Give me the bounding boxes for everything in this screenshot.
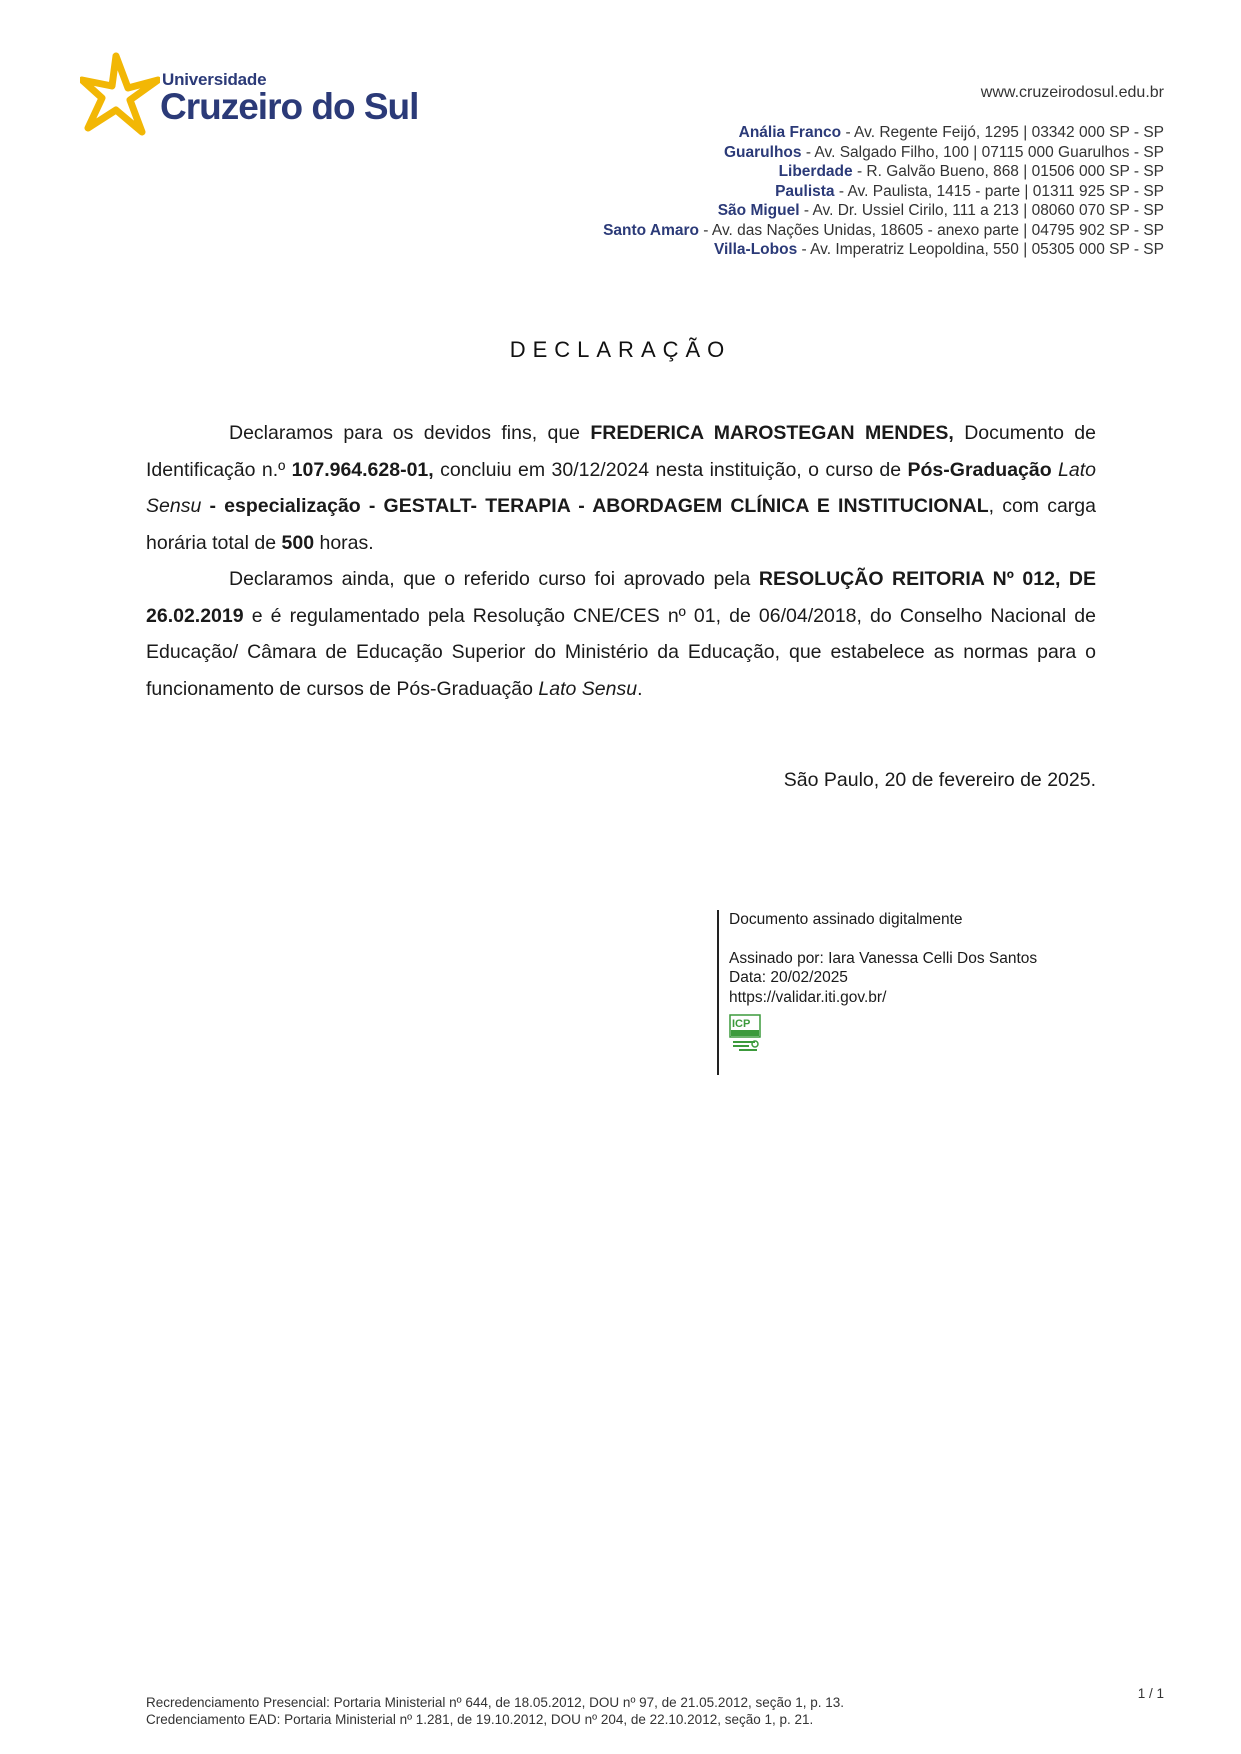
campus-street: - Av. Salgado Filho, 100 | 07115 000 Guarulhos - SP xyxy=(801,143,1164,161)
footer-line: Recredenciamento Presencial: Portaria Ministerial nº 644, de 18.05.2012, DOU nº 97, de 21.05.2012, seção 1, p. 13. xyxy=(146,1695,845,1710)
footer-accreditation xyxy=(146,1694,844,1728)
campus-street: - R. Galvão Bueno, 868 | 01506 000 SP - SP xyxy=(852,163,1164,180)
campus-name: Anália Franco xyxy=(738,124,842,141)
paragraph-regulation xyxy=(146,561,1096,707)
document-title: DECLARAÇÃO xyxy=(509,337,732,362)
text-span: concluiu em 30/12/2024 nesta instituição, o curso de xyxy=(433,458,908,481)
declaration-body xyxy=(146,415,1096,707)
validation-link[interactable]: https://validar.iti.gov.br/ xyxy=(729,988,887,1006)
icp-brasil-seal-icon xyxy=(729,1014,761,1054)
student-name: FREDERICA MAROSTEGAN MENDES, xyxy=(590,422,954,444)
campus-address xyxy=(603,221,1164,241)
campus-address xyxy=(603,162,1164,182)
text-span: Declaramos ainda, que o referido curso foi aprovado pela xyxy=(229,568,759,590)
campus-name: São Miguel xyxy=(717,202,800,219)
text-span: Pós-Graduação xyxy=(907,458,1059,481)
campus-street: - Av. das Nações Unidas, 18605 - anexo parte | 04795 902 SP - SP xyxy=(698,221,1164,239)
campus-address xyxy=(603,182,1164,202)
document-id: 107.964.628-01, xyxy=(291,458,434,481)
campus-street: - Av. Regente Feijó, 1295 | 03342 000 SP - SP xyxy=(841,124,1164,141)
svg-text:ICP: ICP xyxy=(732,1018,751,1030)
text-span: Documento de Identificação n.º xyxy=(146,422,1096,481)
campus-address xyxy=(603,201,1164,221)
campus-address xyxy=(603,123,1164,143)
logo-name: Cruzeiro do Sul xyxy=(160,86,419,127)
university-logo xyxy=(80,50,419,140)
text-span: - especialização - GESTALT- TERAPIA - ABORDAGEM CLÍNICA E INSTITUCIONAL xyxy=(201,495,989,517)
signature-date: Data: 20/02/2025 xyxy=(729,969,848,986)
campus-name: Liberdade xyxy=(778,163,853,180)
paragraph-completion xyxy=(146,415,1096,561)
website-link[interactable]: www.cruzeirodosul.edu.br xyxy=(980,84,1164,101)
text-span: horas. xyxy=(314,531,374,554)
place-date: São Paulo, 20 de fevereiro de 2025. xyxy=(783,769,1096,791)
campus-name: Villa-Lobos xyxy=(713,241,798,258)
signature-heading: Documento assinado digitalmente xyxy=(729,911,963,928)
text-span: , com carga horária total de xyxy=(146,495,1096,554)
text-span: Declaramos para os devidos fins, que xyxy=(229,422,591,444)
digital-signature-block xyxy=(717,910,1037,1075)
signer-name: Assinado por: Iara Vanessa Celli Dos Santos xyxy=(729,949,1038,967)
star-icon xyxy=(80,50,160,140)
campus-name: Paulista xyxy=(775,182,835,200)
campus-name: Santo Amaro xyxy=(603,221,699,239)
italic-text: Lato Sensu xyxy=(146,458,1096,517)
course-hours: 500 xyxy=(281,531,315,554)
campus-street: - Av. Imperatriz Leopoldina, 550 | 05305 000 SP - SP xyxy=(797,241,1164,258)
page-number: 1 / 1 xyxy=(1137,1686,1164,1701)
footer-line: Credenciamento EAD: Portaria Ministerial nº 1.281, de 19.10.2012, DOU nº 204, de 22.10.2012, seção 1, p. 21. xyxy=(146,1712,814,1727)
logo-subtitle: Universidade xyxy=(162,70,267,89)
campus-address-list xyxy=(603,123,1164,260)
text-span: e é regulamentado pela Resolução CNE/CES nº 01, de 06/04/2018, do Conselho Nacional de Educação/ Câmara de Educação Superior do Ministério da Educação, que estabelece as normas para o funcionamento de cursos de Pós-Graduação xyxy=(146,604,1096,700)
resolution-reference: RESOLUÇÃO REITORIA Nº 012, DE 26.02.2019 xyxy=(146,568,1096,627)
campus-name: Guarulhos xyxy=(724,143,802,161)
campus-address xyxy=(603,240,1164,260)
campus-address xyxy=(603,143,1164,163)
campus-street: - Av. Paulista, 1415 - parte | 01311 925 SP - SP xyxy=(834,182,1164,200)
italic-text: Lato Sensu xyxy=(538,677,638,700)
text-span: . xyxy=(637,677,643,700)
campus-street: - Av. Dr. Ussiel Cirilo, 111 a 213 | 08060 070 SP - SP xyxy=(799,202,1164,219)
